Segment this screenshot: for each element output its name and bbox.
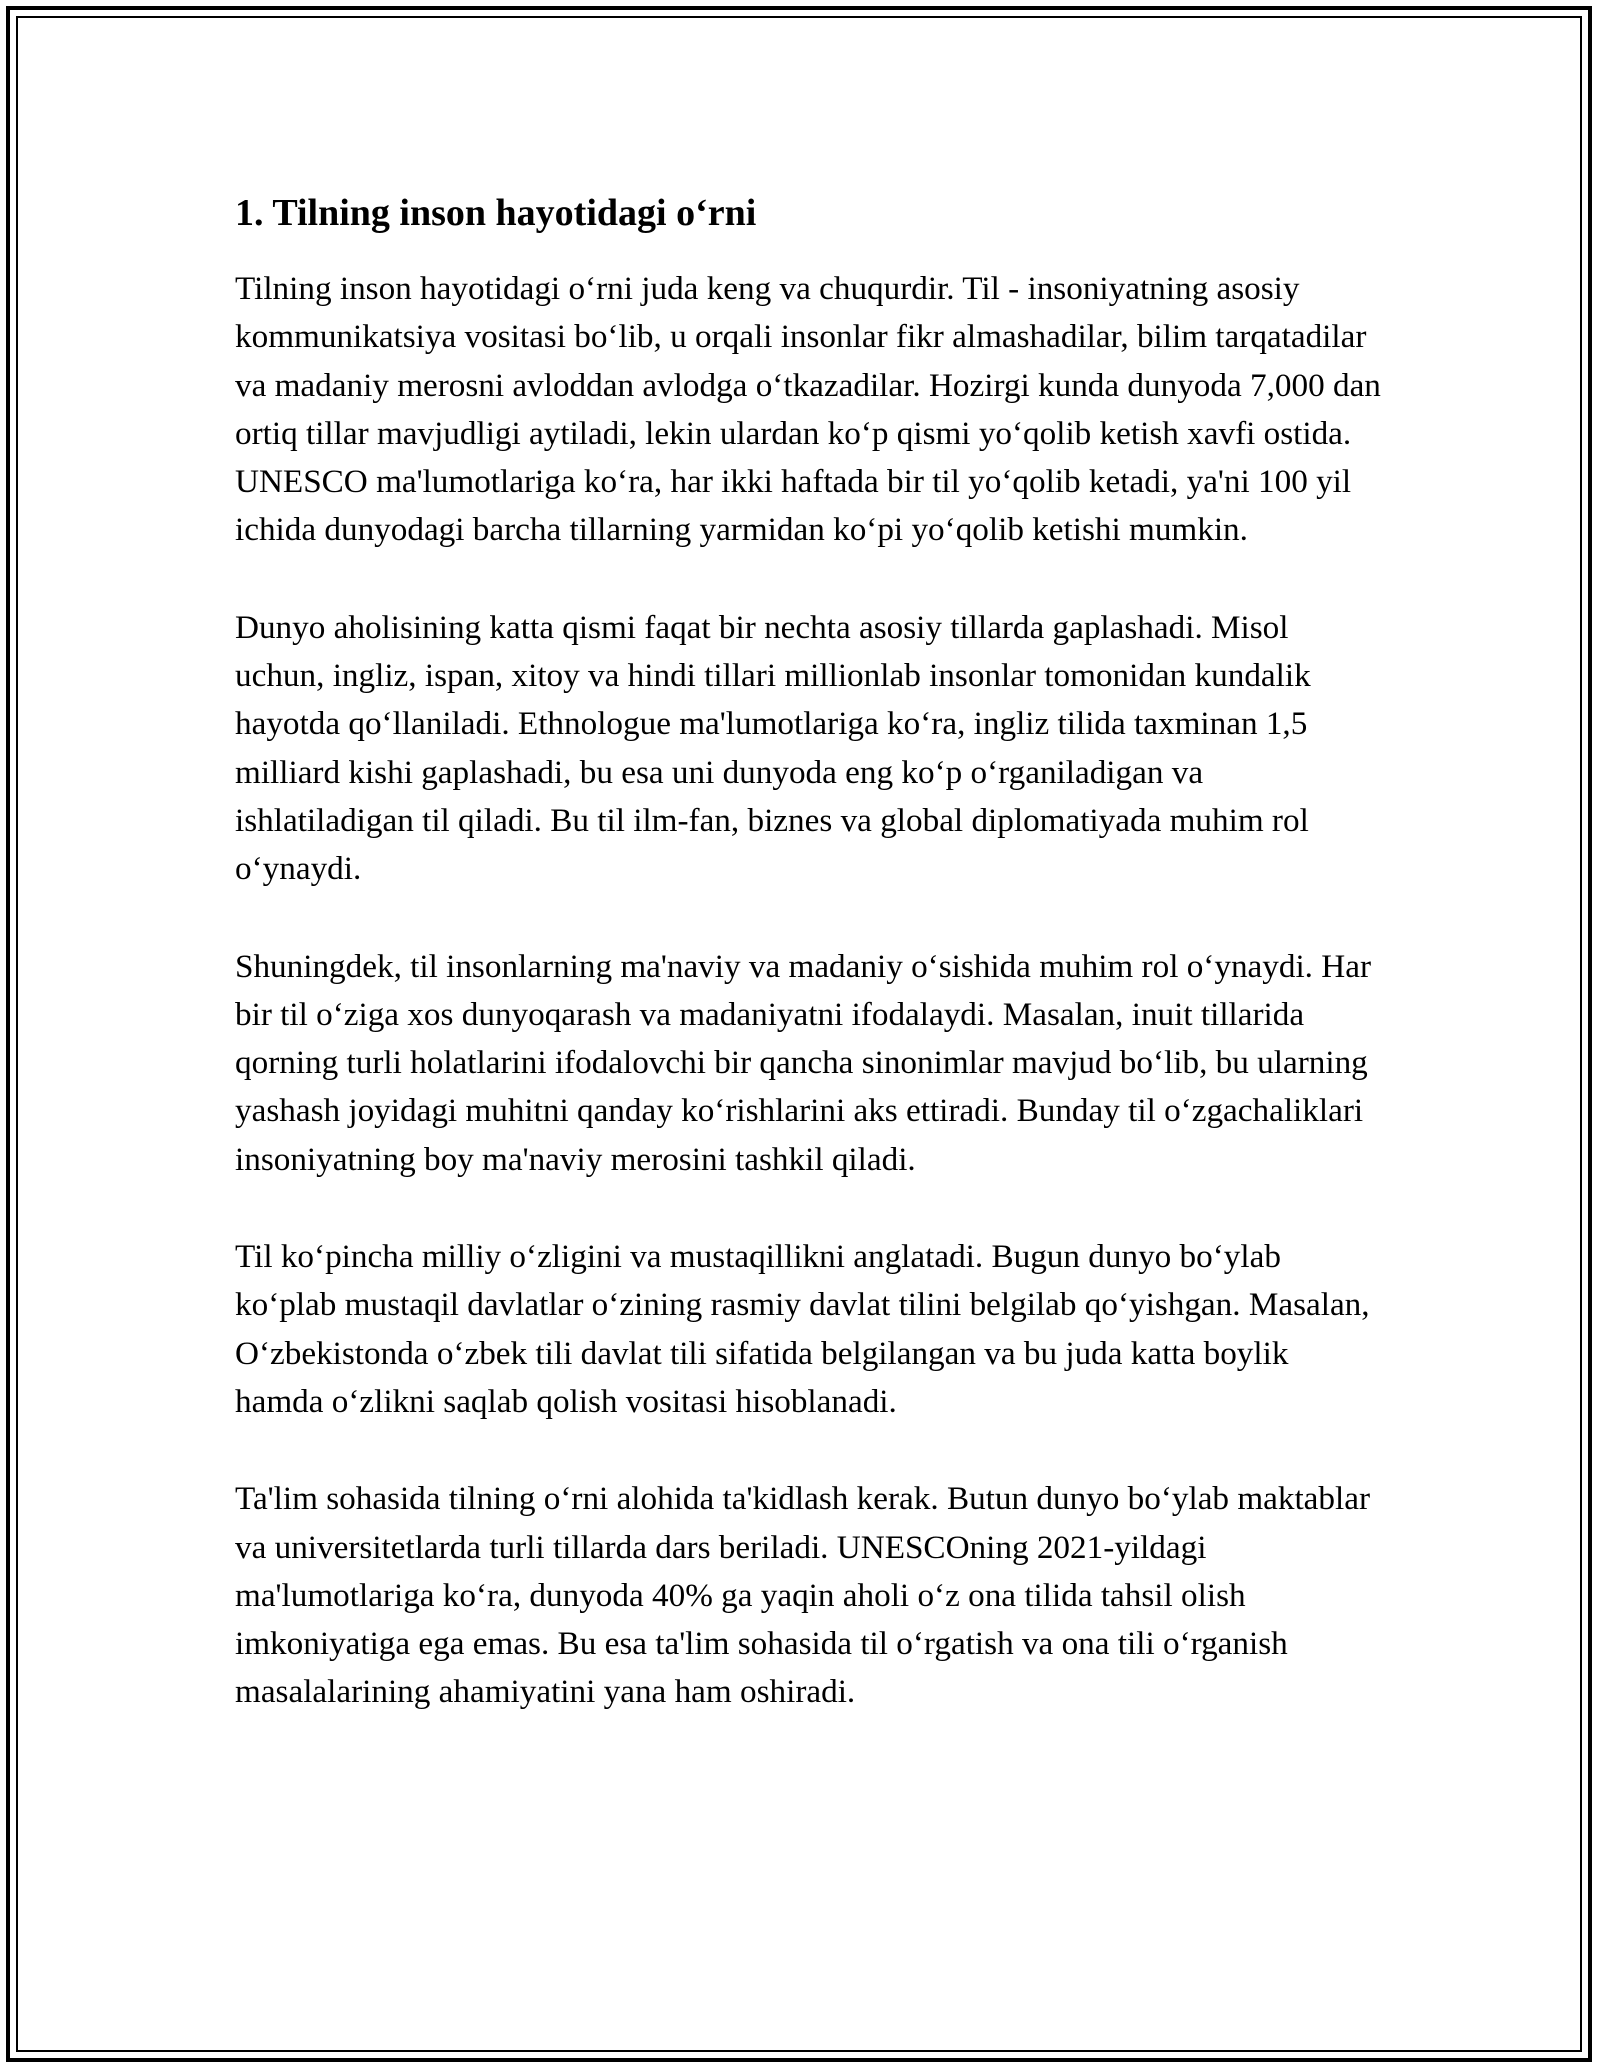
paragraph-2: Dunyo aholisining katta qismi faqat bir nechta asosiy tillarda gaplashadi. Misol uchun, ingliz, ispan, xitoy va hindi tillari millionlab insonlar tomonidan kundalik hayotda qo‘llaniladi. Ethnologue ma'lumotlariga ko‘ra, ingliz tilida taxminan 1,5 milliard kishi gaplashadi, bu esa uni dunyoda eng ko‘p o‘rganiladigan va ishlatiladigan til qiladi. Bu til ilm-fan, biznes va global diplomatiyada muhim rol o‘ynaydi.	[235, 608, 1311, 888]
document-body	[235, 185, 1385, 1766]
paragraph-5: Ta'lim sohasida tilning o‘rni alohida ta'kidlash kerak. Butun dunyo bo‘ylab maktablar va universitetlarda turli tillarda dars beriladi. UNESCOning 2021-yildagi ma'lumotlariga ko‘ra, dunyoda 40% ga yaqin aholi o‘z ona tilida tahsil olish imkoniyatiga ega emas. Bu esa ta'lim sohasida til o‘rgatish va ona tili o‘rganish masalalarining ahamiyatini yana ham oshiradi.	[235, 1480, 1371, 1711]
paragraph-4: Til ko‘pincha milliy o‘zligini va mustaqillikni anglatadi. Bugun dunyo bo‘ylab ko‘plab mustaqil davlatlar o‘zining rasmiy davlat tilini belgilab qo‘yishgan. Masalan, O‘zbekistonda o‘zbek tili davlat tili sifatida belgilangan va bu juda katta boylik hamda o‘zlikni saqlab qolish vositasi hisoblanadi.	[235, 1238, 1370, 1420]
section-heading: 1. Tilning inson hayotidagi o‘rni	[235, 192, 757, 234]
paragraph-1: Tilning inson hayotidagi o‘rni juda keng va chuqurdir. Til - insoniyatning asosiy kommunikatsiya vositasi bo‘lib, u orqali insonlar fikr almashadilar, bilim tarqatadilar va madaniy merosni avloddan avlodga o‘tkazadilar. Hozirgi kunda dunyoda 7,000 dan ortiq tillar mavjudligi aytiladi, lekin ulardan ko‘p qismi yo‘qolib ketish xavfi ostida. UNESCO ma'lumotlariga ko‘ra, har ikki haftada bir til yo‘qolib ketadi, ya'ni 100 yil ichida dunyodagi barcha tillarning yarmidan ko‘pi yo‘qolib ketishi mumkin.	[235, 270, 1381, 549]
paragraph-3: Shuningdek, til insonlarning ma'naviy va madaniy o‘sishida muhim rol o‘ynaydi. Har bir til o‘ziga xos dunyoqarash va madaniyatni ifodalaydi. Masalan, inuit tillarida qorning turli holatlarini ifodalovchi bir qancha sinonimlar mavjud bo‘lib, bu ularning yashash joyidagi muhitni qanday ko‘rishlarini aks ettiradi. Bunday til o‘zgachaliklari insoniyatning boy ma'naviy merosini tashkil qiladi.	[235, 947, 1372, 1178]
